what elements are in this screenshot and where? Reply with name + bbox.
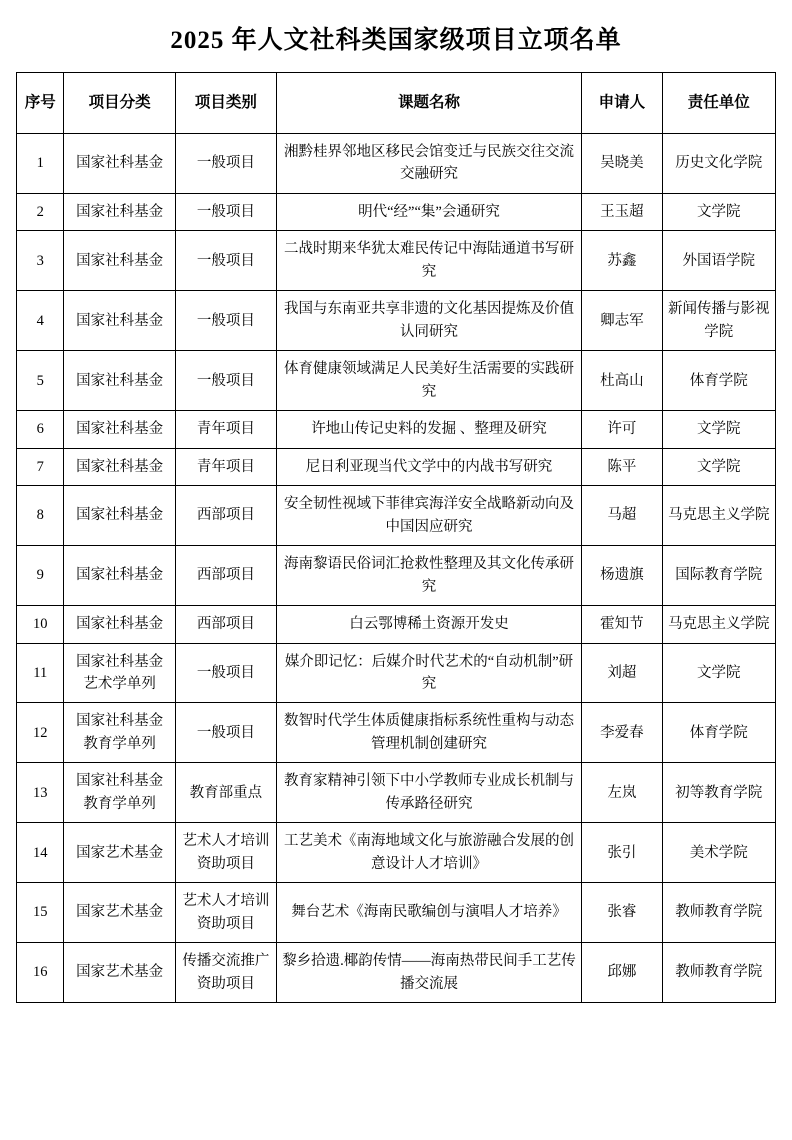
- cell-project-name: 体育健康领域满足人民美好生活需要的实践研究: [276, 351, 581, 411]
- cell-category: 国家社科基金: [64, 134, 175, 194]
- cell-unit: 文学院: [662, 411, 775, 448]
- cell-unit: 体育学院: [662, 703, 775, 763]
- cell-applicant: 左岚: [582, 763, 662, 823]
- cell-project-name: 工艺美术《南海地域文化与旅游融合发展的创意设计人才培训》: [276, 823, 581, 883]
- cell-no: 9: [17, 546, 64, 606]
- table-row: [17, 411, 776, 448]
- table-row: [17, 703, 776, 763]
- cell-type: 西部项目: [175, 606, 276, 643]
- cell-applicant: 吴晓美: [582, 134, 662, 194]
- cell-unit: 文学院: [662, 193, 775, 230]
- column-header-applicant: 申请人: [582, 73, 662, 134]
- cell-unit: 教师教育学院: [662, 883, 775, 943]
- cell-no: 10: [17, 606, 64, 643]
- cell-category: 国家艺术基金: [64, 823, 175, 883]
- cell-applicant: 张引: [582, 823, 662, 883]
- table-header-row: [17, 73, 776, 134]
- cell-project-name: 我国与东南亚共享非遗的文化基因提炼及价值认同研究: [276, 291, 581, 351]
- cell-applicant: 陈平: [582, 448, 662, 485]
- cell-unit: 外国语学院: [662, 231, 775, 291]
- cell-unit: 文学院: [662, 448, 775, 485]
- cell-no: 15: [17, 883, 64, 943]
- cell-type: 传播交流推广资助项目: [175, 943, 276, 1003]
- cell-category: 国家社科基金: [64, 411, 175, 448]
- cell-category: 国家艺术基金: [64, 883, 175, 943]
- cell-type: 一般项目: [175, 291, 276, 351]
- column-header-no: 序号: [17, 73, 64, 134]
- cell-category: 国家社科基金: [64, 351, 175, 411]
- cell-project-name: 许地山传记史料的发掘 、整理及研究: [276, 411, 581, 448]
- cell-applicant: 卿志军: [582, 291, 662, 351]
- cell-no: 6: [17, 411, 64, 448]
- cell-type: 艺术人才培训资助项目: [175, 823, 276, 883]
- cell-unit: 教师教育学院: [662, 943, 775, 1003]
- cell-project-name: 尼日利亚现当代文学中的内战书写研究: [276, 448, 581, 485]
- table-row: [17, 883, 776, 943]
- cell-no: 1: [17, 134, 64, 194]
- cell-category: 国家社科基金: [64, 193, 175, 230]
- table-row: [17, 643, 776, 703]
- column-header-category: 项目分类: [64, 73, 175, 134]
- cell-unit: 新闻传播与影视学院: [662, 291, 775, 351]
- cell-no: 12: [17, 703, 64, 763]
- cell-project-name: 教育家精神引领下中小学教师专业成长机制与传承路径研究: [276, 763, 581, 823]
- table-row: [17, 823, 776, 883]
- table-row: [17, 193, 776, 230]
- cell-project-name: 白云鄂博稀土资源开发史: [276, 606, 581, 643]
- cell-category: 国家社科基金艺术学单列: [64, 643, 175, 703]
- cell-category: 国家艺术基金: [64, 943, 175, 1003]
- cell-unit: 初等教育学院: [662, 763, 775, 823]
- cell-applicant: 杨遗旗: [582, 546, 662, 606]
- cell-project-name: 二战时期来华犹太难民传记中海陆通道书写研究: [276, 231, 581, 291]
- cell-type: 一般项目: [175, 643, 276, 703]
- cell-category: 国家社科基金教育学单列: [64, 763, 175, 823]
- table-row: [17, 291, 776, 351]
- cell-applicant: 苏鑫: [582, 231, 662, 291]
- table-row: [17, 763, 776, 823]
- cell-project-name: 湘黔桂界邻地区移民会馆变迁与民族交往交流交融研究: [276, 134, 581, 194]
- cell-applicant: 马超: [582, 486, 662, 546]
- cell-no: 16: [17, 943, 64, 1003]
- cell-type: 西部项目: [175, 546, 276, 606]
- cell-category: 国家社科基金: [64, 291, 175, 351]
- cell-no: 4: [17, 291, 64, 351]
- cell-project-name: 明代“经”“集”会通研究: [276, 193, 581, 230]
- cell-type: 青年项目: [175, 448, 276, 485]
- cell-type: 一般项目: [175, 134, 276, 194]
- table-row: [17, 448, 776, 485]
- cell-category: 国家社科基金: [64, 486, 175, 546]
- cell-applicant: 许可: [582, 411, 662, 448]
- cell-type: 一般项目: [175, 351, 276, 411]
- cell-applicant: 王玉超: [582, 193, 662, 230]
- cell-unit: 马克思主义学院: [662, 606, 775, 643]
- cell-type: 一般项目: [175, 231, 276, 291]
- cell-category: 国家社科基金: [64, 448, 175, 485]
- cell-type: 一般项目: [175, 193, 276, 230]
- cell-unit: 美术学院: [662, 823, 775, 883]
- cell-unit: 文学院: [662, 643, 775, 703]
- cell-no: 7: [17, 448, 64, 485]
- cell-type: 西部项目: [175, 486, 276, 546]
- cell-unit: 体育学院: [662, 351, 775, 411]
- cell-type: 青年项目: [175, 411, 276, 448]
- cell-no: 2: [17, 193, 64, 230]
- cell-applicant: 杜高山: [582, 351, 662, 411]
- cell-no: 3: [17, 231, 64, 291]
- cell-no: 13: [17, 763, 64, 823]
- cell-project-name: 舞台艺术《海南民歌编创与演唱人才培养》: [276, 883, 581, 943]
- cell-no: 11: [17, 643, 64, 703]
- column-header-type: 项目类别: [175, 73, 276, 134]
- cell-project-name: 媒介即记忆：后媒介时代艺术的“自动机制”研究: [276, 643, 581, 703]
- project-approval-table: [16, 72, 776, 1003]
- cell-type: 艺术人才培训资助项目: [175, 883, 276, 943]
- table-row: [17, 943, 776, 1003]
- cell-category: 国家社科基金: [64, 546, 175, 606]
- cell-project-name: 安全韧性视域下菲律宾海洋安全战略新动向及中国因应研究: [276, 486, 581, 546]
- cell-applicant: 张睿: [582, 883, 662, 943]
- cell-unit: 国际教育学院: [662, 546, 775, 606]
- cell-category: 国家社科基金: [64, 606, 175, 643]
- table-row: [17, 486, 776, 546]
- cell-unit: 历史文化学院: [662, 134, 775, 194]
- cell-no: 5: [17, 351, 64, 411]
- cell-applicant: 李爱春: [582, 703, 662, 763]
- cell-category: 国家社科基金: [64, 231, 175, 291]
- table-row: [17, 231, 776, 291]
- cell-project-name: 海南黎语民俗词汇抢救性整理及其文化传承研究: [276, 546, 581, 606]
- cell-applicant: 邱娜: [582, 943, 662, 1003]
- cell-type: 教育部重点: [175, 763, 276, 823]
- cell-applicant: 霍知节: [582, 606, 662, 643]
- cell-project-name: 数智时代学生体质健康指标系统性重构与动态管理机制创建研究: [276, 703, 581, 763]
- cell-no: 14: [17, 823, 64, 883]
- cell-unit: 马克思主义学院: [662, 486, 775, 546]
- table-row: [17, 546, 776, 606]
- table-header: [17, 73, 776, 134]
- cell-type: 一般项目: [175, 703, 276, 763]
- cell-applicant: 刘超: [582, 643, 662, 703]
- column-header-unit: 责任单位: [662, 73, 775, 134]
- page-title: 2025 年人文社科类国家级项目立项名单: [170, 27, 622, 54]
- table-row: [17, 134, 776, 194]
- cell-project-name: 黎乡拾遗.椰韵传情——海南热带民间手工艺传播交流展: [276, 943, 581, 1003]
- table-body: [17, 134, 776, 1003]
- cell-no: 8: [17, 486, 64, 546]
- table-row: [17, 351, 776, 411]
- column-header-project-name: 课题名称: [276, 73, 581, 134]
- table-row: [17, 606, 776, 643]
- cell-category: 国家社科基金教育学单列: [64, 703, 175, 763]
